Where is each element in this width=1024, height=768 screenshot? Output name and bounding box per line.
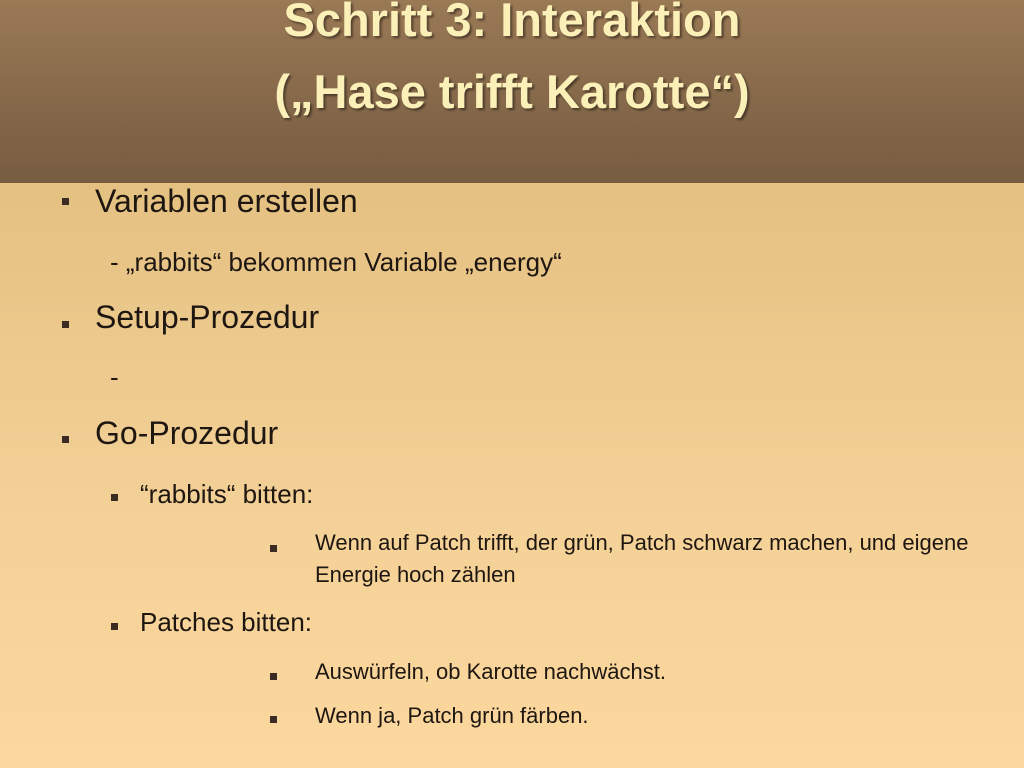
title-band [0,0,1024,183]
bullet-icon [270,545,277,552]
bullet-rabbits-detail: Wenn auf Patch trifft, der grün, Patch schwarz machen, und eigene Energie hoch zählen [315,530,969,587]
bullet-icon [111,494,118,501]
bullet-setup-detail: - [110,362,119,392]
bullet-patches-bitten: Patches bitten: [140,607,312,637]
bullet-setup: Setup-Prozedur [95,299,320,335]
bullet-variablen-detail: - „rabbits“ bekommen Variable „energy“ [110,247,562,277]
bullet-rabbits-bitten: “rabbits“ bitten: [140,479,314,509]
bullet-patches-detail-1: Auswürfeln, ob Karotte nachwächst. [315,659,666,684]
bullet-icon [62,321,69,328]
bullet-icon [111,623,118,630]
bullet-variablen: Variablen erstellen [95,183,358,219]
bullet-icon [62,436,69,443]
bullet-icon [62,198,69,205]
slide-title-line-2: („Hase trifft Karotte“) [274,65,750,118]
bullet-go: Go-Prozedur [95,415,279,451]
bullet-icon [270,673,277,680]
bullet-patches-detail-2: Wenn ja, Patch grün färben. [315,703,589,728]
slide-title-line-1: Schritt 3: Interaktion [283,0,741,46]
bullet-icon [270,716,277,723]
